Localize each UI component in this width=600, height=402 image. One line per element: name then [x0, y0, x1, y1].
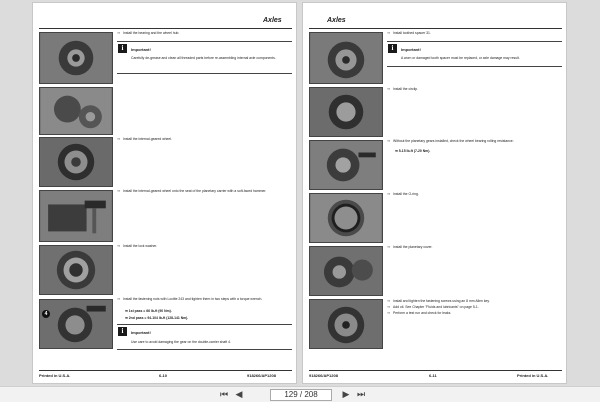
step-text: Install the lock washer.: [123, 244, 158, 248]
footer-left: 918266/AP1208: [309, 373, 338, 378]
step-text: Install the fastening nuts with Loctite 243 and tighten them in two steps with a torque wrench.: [123, 297, 263, 301]
photo-fastening-nuts: [39, 299, 113, 349]
step-text: Install the circlip.: [393, 87, 419, 91]
page-number-field[interactable]: 129 / 208: [270, 389, 332, 401]
step-circlip: ⇒ Install the circlip.: [387, 87, 419, 91]
step-o-ring: ⇒ Install the O-ring.: [387, 192, 419, 196]
step-internal-gear: ⇒ Install the internal-geared wheel.: [117, 137, 173, 141]
right-page: [302, 2, 567, 384]
step-text: Install the internal-geared wheel onto the seat of the planetary carrier with a soft-faced hammer.: [123, 189, 267, 193]
photo-planetary-cover: [309, 246, 383, 296]
important-title: Important!: [131, 47, 151, 52]
first-page-icon[interactable]: ⏮: [219, 390, 229, 400]
torque-first-pass: ➡ 1st pass = 66 lb-ft (90 Nm).: [125, 309, 172, 313]
important-text: Use care to avoid damaging the gear on the double-carrier shaft 4.: [131, 340, 231, 344]
important-rule: [387, 41, 562, 42]
torque-value: 1st pass = 66 lb-ft (90 Nm).: [128, 309, 172, 313]
photo-soft-hammer: [39, 190, 113, 242]
header-rule: [39, 28, 292, 29]
photo-fastening-screws: [309, 299, 383, 349]
torque-rolling: ➡ 5-15 lb-ft (7-20 Nm).: [395, 149, 431, 153]
photo-internal-gear: [39, 137, 113, 187]
page-number: 6-10: [159, 373, 168, 378]
step-text: Install the planetary cover.: [393, 245, 433, 249]
step-text: Install the internal-geared wheel.: [123, 137, 173, 141]
photo-toothed-spacer: [309, 32, 383, 84]
left-page: [32, 2, 297, 384]
important-title: Important!: [401, 47, 421, 52]
previous-page-icon[interactable]: ◀: [235, 390, 243, 400]
step-lock-washer: ⇒ Install the lock washer.: [117, 244, 158, 248]
important-rule: [117, 73, 292, 74]
torque-value: 2nd pass = 94-104 lb-ft (128-141 Nm).: [128, 316, 189, 320]
important-text: Carefully de-grease and clean all threaded parts before re-assembling internal axle components.: [131, 56, 276, 60]
footer-left: Printed in U.S.A.: [39, 373, 71, 378]
step-soft-hammer: ⇒ Install the internal-geared wheel onto the seat of the planetary carrier with a soft-faced hammer.: [117, 189, 267, 193]
callout-badge: 4: [42, 310, 50, 318]
step-bearing-hub: ⇒ Install the bearing and the wheel hub.: [117, 31, 180, 35]
photo-bearing-hub: [39, 32, 113, 84]
important-rule: [117, 41, 292, 42]
step-text: Add oil. See Chapter "Fluids and lubricants" on page 5-1.: [393, 305, 479, 309]
step-text: Perform a test run and check for leaks.: [393, 311, 452, 315]
footer-right: 918266/AP1208: [247, 373, 276, 378]
next-page-icon[interactable]: ▶: [342, 390, 350, 400]
important-text: A worn or damaged tooth spacer must be replaced, or axle damage may result.: [401, 56, 520, 60]
step-fastening-screws: ⇒ Install and tighten the fastening screws using an 8 mm Allen key.: [387, 299, 490, 303]
step-planetary-cover: ⇒ Install the planetary cover.: [387, 245, 433, 249]
step-text: Install and tighten the fastening screws using an 8 mm Allen key.: [393, 299, 490, 303]
page-number: 6-11: [429, 373, 437, 378]
photo-gear-parts: [39, 87, 113, 135]
viewer-toolbar: [0, 386, 600, 402]
step-text: Install the bearing and the wheel hub.: [123, 31, 180, 35]
step-add-oil: ⇒ Add oil. See Chapter "Fluids and lubricants" on page 5-1.: [387, 305, 479, 309]
left-page-header: Axles: [263, 17, 282, 24]
photo-lock-washer: [39, 245, 113, 295]
step-test-run: ⇒ Perform a test run and check for leaks.: [387, 311, 452, 315]
footer-right: Printed in U.S.A.: [517, 373, 549, 378]
right-page-header: Axles: [327, 17, 346, 24]
important-info-icon: i: [388, 44, 397, 53]
step-fastening-nuts: ⇒ Install the fastening nuts with Loctite 243 and tighten them in two steps with a torque wrench.: [117, 297, 263, 301]
step-text: Install the O-ring.: [393, 192, 419, 196]
important-info-icon: i: [118, 44, 127, 53]
footer-rule: [309, 370, 562, 371]
last-page-icon[interactable]: ⏭: [356, 390, 366, 400]
step-text: Without the planetary gears installed, check the wheel bearing rolling resistance:: [393, 139, 514, 143]
important-title: Important!: [131, 330, 151, 335]
important-rule: [387, 66, 562, 67]
important-rule: [117, 349, 292, 350]
header-rule: [309, 28, 562, 29]
step-rolling-resistance: ⇒ Without the planetary gears installed, check the wheel bearing rolling resistance:: [387, 139, 514, 143]
step-text: Install toothed spacer 31.: [393, 31, 431, 35]
important-info-icon: i: [118, 327, 127, 336]
footer-rule: [39, 370, 292, 371]
step-toothed-spacer: ⇒ Install toothed spacer 31.: [387, 31, 431, 35]
torque-value: 5-15 lb-ft (7-20 Nm).: [398, 149, 431, 153]
torque-second-pass: ➡ 2nd pass = 94-104 lb-ft (128-141 Nm).: [125, 316, 189, 320]
important-rule: [117, 324, 292, 325]
photo-rolling-resistance: [309, 140, 383, 190]
photo-circlip: [309, 87, 383, 137]
photo-o-ring: [309, 193, 383, 243]
